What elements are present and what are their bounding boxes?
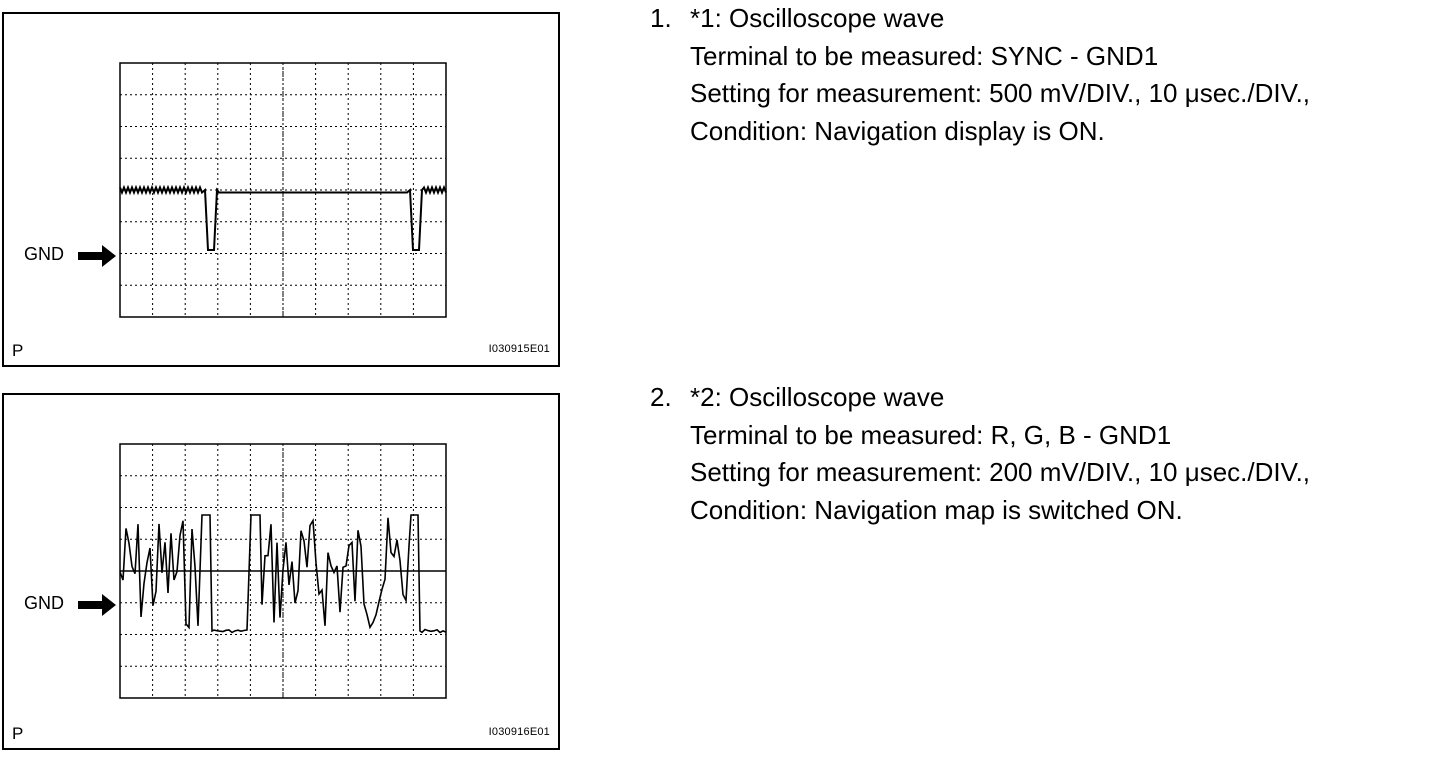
setting-text: Setting for measurement: 200 mV/DIV., 10 μsec./DIV., <box>690 457 1311 487</box>
figure-id: I030916E01 <box>488 726 550 738</box>
measurement-item-1 <box>650 0 1310 150</box>
item-title: *1: Oscilloscope wave <box>690 3 945 33</box>
oscilloscope-screen <box>4 395 562 750</box>
ground-label: GND <box>24 593 64 613</box>
figure-id: I030915E01 <box>488 343 550 355</box>
condition-text: Condition: Navigation map is switched ON. <box>690 494 1183 525</box>
setting-text: Setting for measurement: 500 mV/DIV., 10 μsec./DIV., <box>690 78 1311 108</box>
item-number: 1. <box>650 3 672 33</box>
terminal-text: Terminal to be measured: SYNC - GND1 <box>690 40 1159 71</box>
ground-label: GND <box>24 244 64 264</box>
corner-letter: P <box>12 724 24 743</box>
item-number: 2. <box>650 382 672 412</box>
right-arrow-icon <box>78 245 118 267</box>
right-arrow-icon <box>78 594 118 616</box>
item-title: *2: Oscilloscope wave <box>690 382 945 412</box>
oscilloscope-screen <box>4 14 562 369</box>
measurement-item-2 <box>650 379 1310 529</box>
condition-text: Condition: Navigation display is ON. <box>690 115 1105 146</box>
oscilloscope-figure-rgb <box>2 393 560 750</box>
terminal-text: Terminal to be measured: R, G, B - GND1 <box>690 419 1172 450</box>
corner-letter: P <box>12 341 24 360</box>
oscilloscope-figure-sync <box>2 12 560 367</box>
